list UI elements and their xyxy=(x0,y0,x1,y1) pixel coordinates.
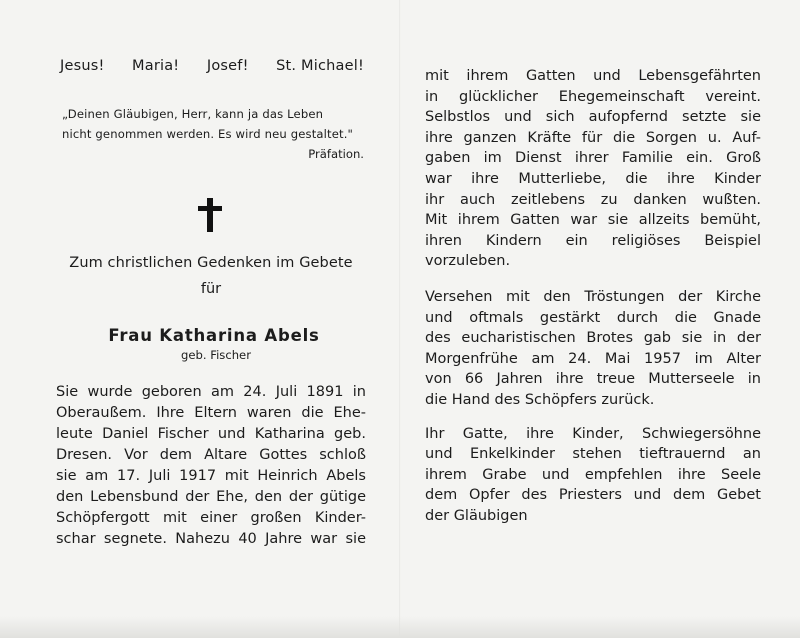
bio-line: Oberaußem. Ihre Eltern waren die Ehe- xyxy=(56,405,366,421)
invocation-line xyxy=(60,58,364,74)
invocation-maria: Maria! xyxy=(132,58,180,74)
left-page xyxy=(56,58,366,550)
text-line: war ihre Mutterliebe, die ihre Kinder xyxy=(425,170,761,187)
text-line: Versehen mit den Tröstungen der Kirche xyxy=(425,288,761,305)
bio-line: sie am 17. Juli 1917 mit Heinrich Abels xyxy=(56,468,366,484)
text-line: in glücklicher Ehegemeinschaft vereint. xyxy=(425,88,761,105)
scan-shadow xyxy=(0,616,800,638)
bio-line: schar segnete. Nahezu 40 Jahre war sie xyxy=(56,531,366,547)
cross-vertical-bar xyxy=(207,198,213,232)
bio-line: Schöpfergott mit einer großen Kinder- xyxy=(56,510,366,526)
quote-source: Präfation. xyxy=(308,147,364,161)
paragraph-life xyxy=(425,66,761,272)
text-line: Selbstlos und sich aufopfernd setzte sie xyxy=(425,109,761,126)
cross-horizontal-bar xyxy=(198,206,222,211)
text-line: Morgenfrühe am 24. Mai 1957 im Alter xyxy=(425,350,761,367)
text-line: Mit ihrem Gatten war sie allzeits bemüht, xyxy=(425,212,761,229)
right-page xyxy=(425,66,761,526)
cross-icon xyxy=(191,196,231,236)
text-line: der Gläubigen xyxy=(425,507,528,524)
bio-line: Dresen. Vor dem Altare Gottes schloß xyxy=(56,447,366,463)
scripture-quote xyxy=(62,104,366,144)
text-line: ihr auch zeitlebens zu danken wußten. xyxy=(425,191,761,208)
text-line: des eucharistischen Brotes gab sie in der xyxy=(425,330,761,347)
paragraph-mourners xyxy=(425,424,761,527)
biography-left xyxy=(56,382,366,550)
center-fold xyxy=(399,0,401,638)
text-line: dem Opfer des Priesters und dem Gebet xyxy=(425,487,761,504)
text-line: und oftmals gestärkt durch die Gnade xyxy=(425,309,761,326)
bio-line: leute Daniel Fischer und Katharina geb. xyxy=(56,426,366,442)
invocation-jesus: Jesus! xyxy=(60,58,105,74)
bio-line: den Lebensbund der Ehe, den der gütige xyxy=(56,489,366,505)
memorial-line: Zum christlichen Gedenken im Gebete xyxy=(69,255,353,271)
text-line: die Hand des Schöpfers zurück. xyxy=(425,391,655,408)
text-line: und Enkelkinder stehen tieftrauernd an xyxy=(425,446,761,463)
maiden-name: geb. Fischer xyxy=(181,348,251,362)
quote-line-1: „Deinen Gläubigen, Herr, kann ja das Leben xyxy=(62,107,324,121)
text-line: ihre ganzen Kräfte für die Sorgen u. Auf- xyxy=(425,129,761,146)
text-line: ihren Kindern ein religiöses Beispiel xyxy=(425,232,761,249)
text-line: von 66 Jahren ihre treue Mutterseele in xyxy=(425,371,761,388)
bio-line: Sie wurde geboren am 24. Juli 1891 in xyxy=(56,384,366,400)
text-line: Ihr Gatte, ihre Kinder, Schwiegersöhne xyxy=(425,425,761,442)
invocation-josef: Josef! xyxy=(206,58,249,74)
text-line: ihrem Grabe und empfehlen ihre Seele xyxy=(425,466,761,483)
text-line: gaben im Dienst ihrer Familie ein. Groß xyxy=(425,150,761,167)
text-line: mit ihrem Gatten und Lebensgefährten xyxy=(425,68,761,84)
deceased-name: Frau Katharina Abels xyxy=(108,326,320,345)
paragraph-death xyxy=(425,287,761,411)
quote-line-2: nicht genommen werden. Es wird neu gestaltet." xyxy=(62,127,354,141)
memorial-for: für xyxy=(200,281,222,297)
invocation-st-michael: St. Michael! xyxy=(276,58,364,74)
text-line: vorzuleben. xyxy=(425,253,511,270)
